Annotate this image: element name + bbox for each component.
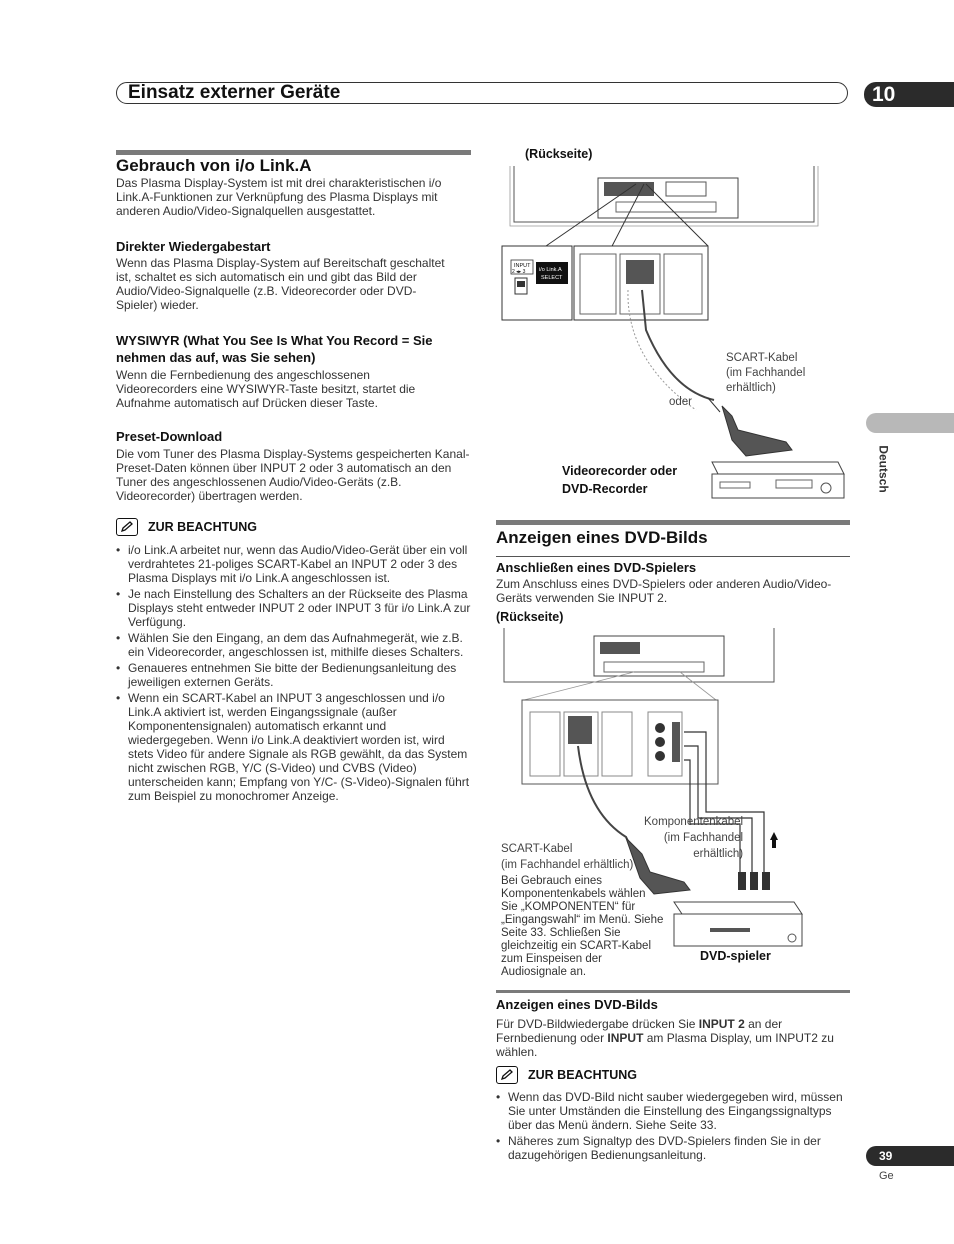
note-pencil-icon — [116, 518, 138, 536]
diagram2-caption: (Rückseite) — [496, 610, 564, 624]
display-dvd-title: Anzeigen eines DVD-Bilds — [496, 997, 658, 1012]
section-title-link: Gebrauch von i/o Link.A — [116, 156, 312, 175]
notes-list — [116, 543, 471, 805]
note-item: • Je nach Einstellung des Schalters an der Rückseite des Plasma Displays steht entweder INPUT 2 oder INPUT 3 für i/o Link.A zur Verfügung. — [116, 587, 471, 629]
page-language-code: Ge — [879, 1170, 894, 1182]
note-label: ZUR BEACHTUNG — [148, 520, 258, 534]
switch-input-text: INPUT — [514, 263, 531, 269]
scart-cable-label: SCART-Kabel (im Fachhandel erhältlich) — [726, 352, 806, 394]
switch-label2: SELECT — [541, 275, 563, 281]
note-item: • Wählen Sie den Eingang, an dem das Aufnahmegerät, wie z.B. ein Videorecorder, angeschlossen ist, mithilfe dieses Schalters. — [116, 631, 471, 659]
note-item: • i/o Link.A arbeitet nur, wenn das Audio/Video-Gerät über ein voll verdrahtetes 21-poliges SCART-Kabel an INPUT 2 oder 3 des Plasma Displays mit i/o Link.A angeschlossen ist. — [116, 543, 471, 585]
page-number: 39 — [879, 1149, 893, 1163]
chapter-title: Einsatz externer Geräte — [128, 82, 341, 103]
notes-list — [496, 1090, 848, 1164]
dvd-player-label: DVD-spieler — [700, 949, 771, 963]
recorder-label: Videorecorder oder DVD-Recorder — [562, 464, 678, 496]
section-title-dvd: Anzeigen eines DVD-Bilds — [496, 528, 708, 547]
intro-text: Das Plasma Display-System ist mit drei charakteristischen i/o Link.A-Funktionen zur Verknüpfung des Plasma Displays mit anderen Audio/Video-Signalquellen ausgestattet. — [116, 176, 442, 218]
wysiwyr-title: WYSIWYR (What You See Is What You Record = Sie nehmen das auf, was Sie sehen) — [116, 333, 433, 365]
scart-cable-label-2: SCART-Kabel (im Fachhandel erhältlich) — [501, 843, 634, 871]
or-label: oder — [669, 396, 693, 408]
note-item: • Näheres zum Signaltyp des DVD-Spielers finden Sie in der dazugehörigen Bedienungsanleitung. — [496, 1134, 848, 1162]
connect-dvd-title: Anschließen eines DVD-Spielers — [496, 560, 697, 575]
diagram1-caption: (Rückseite) — [525, 147, 593, 161]
component-hint-text: Bei Gebrauch eines Komponentenkabels wählen Sie „KOMPONENTEN“ für „Eingangswahl“ im Menü. Siehe Seite 33. Schließen Sie gleichzeitig ein SCART-Kabel zum Einspeisen der Audiosignale an. — [501, 875, 664, 978]
switch-nums-text: 2 ◂▸ 3 — [512, 269, 526, 275]
section-rule — [116, 150, 471, 155]
connect-dvd-text: Zum Anschluss eines DVD-Spielers oder anderen Audio/Video-Geräts verwenden Sie INPUT 2. — [496, 577, 832, 605]
note-pencil-icon — [496, 1066, 518, 1084]
direct-playback-text: Wenn das Plasma Display-System auf Bereitschaft geschaltet ist, schaltet es sich automatisch ein und gibt das Bild der Audio/Video-Signalquelle (z.B. Videorecorder oder DVD-Spieler) wieder. — [116, 256, 445, 312]
display-dvd-text: Für DVD-Bildwiedergabe drücken Sie INPUT 2 an der Fernbedienung oder INPUT am Plasma Display, um INPUT2 zu wählen. — [496, 1017, 834, 1059]
language-tab — [866, 413, 954, 433]
thin-rule — [496, 556, 850, 557]
direct-playback-title: Direkter Wiedergabestart — [116, 239, 271, 254]
language-label: Deutsch — [876, 445, 891, 493]
section-rule — [496, 990, 850, 993]
section-rule — [496, 520, 850, 525]
scart-connection-diagram — [496, 160, 856, 505]
preset-text: Die vom Tuner des Plasma Display-Systems gespeicherten Kanal-Preset-Daten können über INPUT 2 oder 3 automatisch an den Tuner des angeschlossenen Audio/Video-Geräts (z.B. Videorecorder) übertragen werden. — [116, 447, 470, 503]
input2-key: INPUT 2 — [698, 1017, 745, 1031]
note-item: • Genaueres entnehmen Sie bitte der Bedienungsanleitung des jeweiligen externen Geräts. — [116, 661, 471, 689]
note-item: • Wenn das DVD-Bild nicht sauber wiedergegeben wird, müssen Sie unter Umständen die Einstellung des Eingangssignaltyps über das Menü ändern. Siehe Seite 33. — [496, 1090, 848, 1132]
input-key: INPUT — [607, 1031, 644, 1045]
preset-title: Preset-Download — [116, 429, 223, 444]
chapter-number: 10 — [872, 83, 896, 106]
wysiwyr-text: Wenn die Fernbedienung des angeschlossenen Videorecorders eine WYSIWYR-Taste besitzt, startet die Aufnahme automatisch auf Drücken dieser Taste. — [116, 368, 416, 410]
switch-label1: i/o Link.A — [539, 267, 562, 273]
component-cable-label: Komponentenkabel (im Fachhandel erhältlich) — [644, 816, 744, 860]
note-item: • Wenn ein SCART-Kabel an INPUT 3 angeschlossen und i/o Link.A aktiviert ist, werden Eingangssignale (außer Komponentensignalen) automatisch erkannt und wiedergegeben. Wenn i/o Link.A deaktiviert worden ist, wird stets Video für andere Signale als RGB gewählt, da das System nicht zwischen RGB, Y/C (S-Video) und CVBS (Video) unterscheiden kann; Empfang von Y/C- (S-Video)-Signalen führt zum Beispiel zu monochromer Anzeige. — [116, 691, 471, 803]
note-label: ZUR BEACHTUNG — [528, 1068, 638, 1082]
